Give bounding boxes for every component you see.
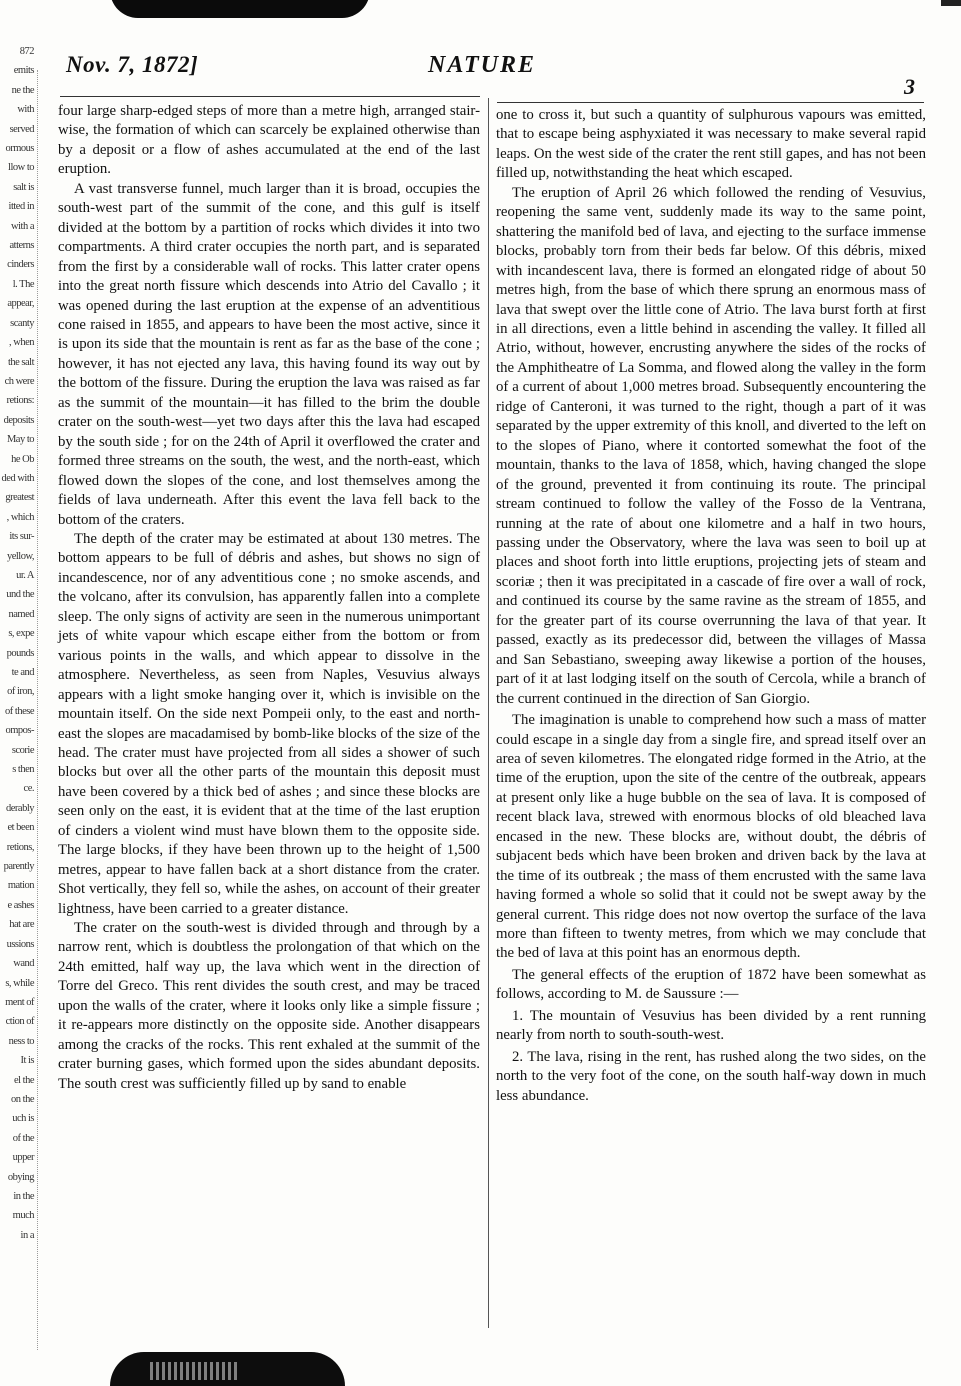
- bleed-fragment: cinders: [7, 259, 34, 271]
- scan-edge-shadow-top: [110, 0, 370, 18]
- column-divider: [488, 98, 489, 1328]
- header-rule-left: [60, 96, 480, 97]
- bleed-fragment: obying: [7, 1171, 34, 1183]
- bleed-fragment: itted in: [8, 201, 34, 213]
- header-rule-right: [497, 102, 924, 103]
- bleed-fragment: served: [9, 123, 34, 135]
- facing-page-bleed: [0, 42, 36, 1342]
- bleed-fragment: 872: [19, 46, 34, 57]
- bleed-fragment: deposits: [3, 414, 34, 426]
- journal-title: NATURE: [428, 52, 537, 78]
- bleed-fragment: l. The: [12, 278, 34, 290]
- bleed-fragment: appear,: [7, 298, 34, 310]
- bleed-fragment: ness to: [8, 1035, 34, 1047]
- bleed-fragment: with: [17, 104, 34, 116]
- issue-date: Nov. 7, 1872]: [66, 52, 199, 77]
- bleed-fragment: It is: [20, 1055, 34, 1067]
- bleed-fragment: of iron,: [7, 686, 34, 698]
- bleed-fragment: et been: [7, 822, 34, 834]
- page-number: 3: [904, 74, 915, 99]
- bleed-fragment: ormous: [5, 143, 34, 155]
- numbered-paragraph: 2. The lava, rising in the rent, has rushed along the two sides, on the north to the very foot of the cone, on the south half-way down in much less abundance.: [496, 1048, 926, 1104]
- paragraph: The general effects of the eruption of 1872 have been somewhat as follows, according to M. de Saussure :—: [496, 966, 926, 1003]
- bleed-fragment: ne the: [11, 84, 34, 96]
- bleed-fragment: scorie: [11, 744, 34, 756]
- bleed-fragment: mation: [7, 880, 34, 892]
- bleed-fragment: emits: [13, 65, 34, 77]
- bleed-fragment: yellow,: [6, 550, 34, 562]
- bleed-fragment: te and: [11, 667, 34, 678]
- paragraph: The imagination is unable to comprehend how such a mass of matter could escape in a single day from a single fire, and spread itself over an area of seven kilometres. The elongated ridge formed in the Atrio, at the time of the eruption, upon the site of the centre of the outbreak, appears at present only like a huge bubble on the sea of lava. It is composed of recent black lava, strewed with enormous blocks of old bleached lava encased in the new. These blocks are, without doubt, the débris of subjacent beds which have been broken and driven back by the lava at the time of its outbreak ; the mass of them encrusted with the same lava having formed a whole so solid that it could not be swept away by the general current. This ridge does not now overtop the surface of the lava more than fifteen to twenty metres, from which we may conclude that the bed of lava at this point has an enormous depth.: [496, 712, 926, 962]
- bleed-fragment: s then: [12, 764, 34, 776]
- bleed-fragment: , when: [9, 337, 34, 349]
- scan-corner-mark: [941, 0, 961, 6]
- bleed-fragment: hat are: [9, 919, 34, 931]
- bleed-fragment: May to: [6, 434, 34, 446]
- bleed-fragment: , which: [6, 511, 34, 523]
- bleed-fragment: ded with: [1, 472, 34, 484]
- bleed-fragment: ction of: [5, 1016, 34, 1028]
- bleed-fragment: ment of: [5, 996, 34, 1008]
- bleed-fragment: ur. A: [16, 569, 34, 581]
- bleed-fragment: in the: [13, 1190, 34, 1202]
- bleed-fragment: derably: [6, 802, 34, 814]
- left-column: [58, 102, 480, 1094]
- bleed-fragment: scanty: [10, 317, 34, 329]
- paragraph: A vast transverse funnel, much larger than it is broad, occupies the south-west part of the summit of the cone, and this gulf is itself divided at the bottom by a partition of rocks which divides it into two compartments. A third crater occupies the north part, and is separated from the first by a considerable wall of rocks. This latter crater opens into the great north fissure which descends into Atrio del Cavallo ; it was opened during the last eruption at the expense of an adventitious cone raised in 1855, and appears to have been the most active, since it is upon its side that the mountain is rent as far as the base of the cone ; however, it has not ejected any lava, this having found its way out by the bottom of the fissure. During the eruption the lava was raised as far as the summit of the mountain—it has filled to the brim the double crater on the south-west—yet two days after this the lava had escaped by the south side ; for on the 24th of April it overflowed the crater and formed three streams on the south, the west, and the north-east, which flowed down the slopes of the cone, and lost themselves among the fields of lava underneath. After this event the lava fell back to the bottom of the craters.: [58, 180, 480, 528]
- paragraph: four large sharp-edged steps of more than a metre high, arranged stair-wise, the formation of which can scarcely be explained otherwise than by a deposit or a flow of ashes accumulated at the end of the last eruption.: [58, 103, 480, 178]
- bleed-fragment: with a: [11, 220, 34, 232]
- bleed-fragment: el the: [13, 1074, 34, 1086]
- bleed-fragment: atterns: [9, 240, 34, 252]
- bleed-fragment: of the: [12, 1132, 34, 1144]
- bleed-fragment: llow to: [8, 162, 34, 174]
- bleed-fragment: ompos-: [5, 725, 34, 737]
- bleed-fragment: he Ob: [11, 453, 34, 465]
- bleed-fragment: retions,: [6, 841, 34, 853]
- bleed-fragment: much: [12, 1210, 34, 1222]
- bleed-fragment: upper: [12, 1152, 34, 1164]
- bleed-fragment: ch were: [4, 375, 34, 387]
- bleed-fragment: named: [8, 608, 34, 620]
- bleed-fragment: pounds: [6, 647, 34, 659]
- paragraph: The crater on the south-west is divided through and through by a narrow rent, which is doubtless the prolongation of that which on the 24th emitted, half way up, the lava which went in the direction of Torre del Greco. This rent divides the south crest, and may be traced upon the walls of the crater, where it looks only like a simple fissure ; it re-appears more distinctly on the opposite side. Another disappears among the cracks of the rocks. This rent exhaled at the summit of the crater burning gases, which formed upon the sides abundant deposits. The south crest was sufficiently filled up by sand to enable: [58, 920, 480, 1092]
- bleed-fragment: the salt: [7, 356, 34, 368]
- numbered-paragraph: 1. The mountain of Vesuvius has been divided by a rent running nearly from north to south-south-west.: [496, 1007, 926, 1044]
- bleed-fragment: parently: [3, 861, 34, 873]
- bleed-fragment: ce.: [23, 783, 34, 795]
- bleed-fragment: in a: [20, 1229, 34, 1241]
- bleed-fragment: of these: [5, 705, 34, 717]
- paragraph: The eruption of April 26 which followed the rending of Vesuvius, reopening the same vent, suddenly made its way to the same point, shattering the manifold bed of lava, and ejecting to the surface immense blocks, probably torn from their beds far below. Of this débris, mixed with incandescent lava, there is formed an elongated ridge of about 50 metres high, from the base of which there sprung an enormous mass of lava that swept over the little cone of Atrio. The lava burst forth at first in all directions, even a little behind in ascending the valley. It filled all Atrio, without, however, encrusting anywhere the sides of the rocks of the Amphitheatre of La Somma, and flowed along the valley in the form of a current of about 1,000 metres broad. Subsequently encountering the ridge of Canteroni, it was turned to the right, though a part of it was separated by the upper extremity of this knoll, and diverted to the left on to the slopes of Piano, where it contorted somewhat the foot of the mountain, thanks to the lava of 1858, which, having changed the slope of the ground, prevented it from continuing its route. The principal stream continued to follow the valley of the Fosso de la Ventrana, running at the rate of about one kilometre and a half in two hours, passing under the Observatory, where the lava was seen to boil up at places and shoot forth into little eruptions, projecting jets of steam and scoriæ ; then it was precipitated in a cascade of fire over a wall of rock, and continued its course by the same ravine as the stream of 1855, and for the greater part of its course overrunning the lava of that year. It passed, exactly as its predecessor did, between the villages of Massa and San Sebastiano, sweeping away likewise a portion of the houses, part of it at last lodging itself on the south of Cercola, while a branch of the current continued in the direction of San Giorgio.: [496, 184, 926, 707]
- bleed-fragment: retions:: [6, 395, 34, 407]
- bleed-fragment: uch is: [12, 1113, 34, 1125]
- bleed-fragment: e ashes: [7, 899, 34, 911]
- gutter-dotted-rule: [37, 70, 38, 1350]
- bleed-fragment: salt is: [13, 181, 34, 193]
- bleed-fragment: on the: [11, 1093, 34, 1105]
- bleed-fragment: s, expe: [8, 628, 34, 640]
- bleed-fragment: ussions: [6, 938, 34, 950]
- bleed-fragment: wand: [13, 958, 34, 970]
- bleed-fragment: und the: [6, 589, 34, 601]
- paragraph: one to cross it, but such a quantity of sulphurous vapours was emitted, that to escape being asphyxiated it was necessary to make several rapid leaps. On the west side of the crater the rent still gapes, and has not been filled up, notwithstanding the heat which escaped.: [496, 107, 926, 182]
- bleed-fragment: s, while: [5, 977, 34, 989]
- paragraph: The depth of the crater may be estimated at about 130 metres. The bottom appears to be full of débris and ashes, but shows no sign of incandescence, nor of any adventitious cone ; no smoke ascends, and the volcano, after its convulsion, has apparently fallen into a complete sleep. The only signs of activity are seen in the numerous unimportant jets of white vapour which escape either from the bottom or from various points in the walls, and which appear to dissolve in the atmosphere. Nevertheless, as seen from Naples, Vesuvius always appears with a light smoke hanging over it, which is invisible on the mountain itself. On the side next Pompeii only, to the east and north-east the slopes are macadamised by bomb-like blocks of the size of the head. The crater must have projected from all sides a shower of such blocks but over all the other parts of the mountain this deposit must have been covered by a thick bed of ashes ; and since these blocks are seen only on the east, it is evident that at the time of the last eruption of cinders a violent wind must have blown them to the opposite side. The large blocks, if they have been thrown up to the height of 1,500 metres, appear to have fallen back at a short distance from the crater. Shot vertically, they fell so, while the ashes, on account of their greater lightness, have been carried to a greater distance.: [58, 530, 480, 917]
- bleed-fragment: greatest: [5, 492, 34, 504]
- bleed-fragment: its sur-: [9, 531, 34, 543]
- right-column: [496, 106, 926, 1106]
- scan-edge-shadow-bottom: [110, 1352, 345, 1386]
